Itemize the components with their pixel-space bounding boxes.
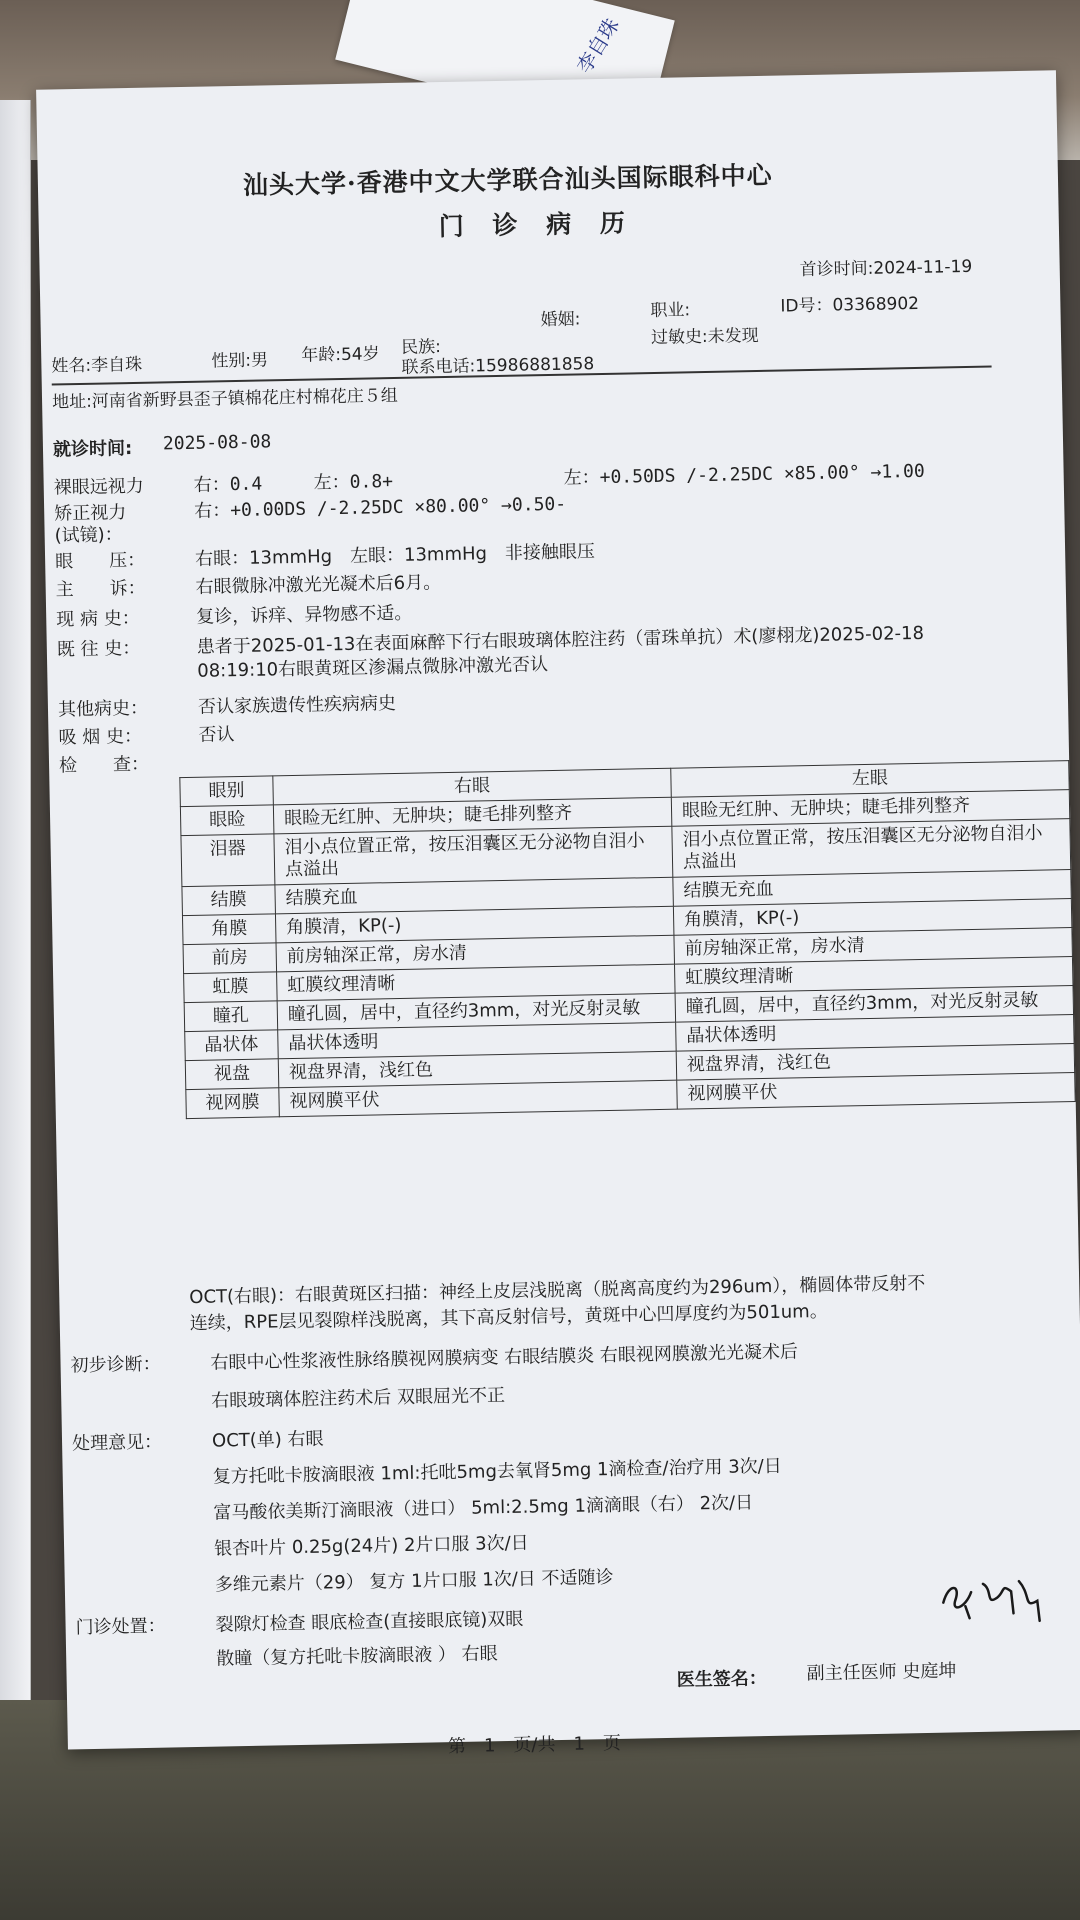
exam-left: 视网膜平伏 — [677, 1073, 1076, 1110]
past-history-line1: 患者于2025-01-13在表面麻醉下行右眼玻璃体腔注药（雷珠单抗）术(廖栩龙)2025-02-18 — [196, 622, 925, 658]
exam-part: 瞳孔 — [184, 1001, 278, 1032]
page-number: 第 1 页/共 1 页 — [447, 1732, 622, 1758]
exam-part: 前房 — [183, 943, 277, 974]
exam-right: 角膜清，KP(-) — [275, 906, 673, 943]
patient-age: 年龄:54岁 — [301, 344, 380, 366]
exam-left: 前房轴深正常，房水清 — [674, 928, 1073, 965]
exam-part: 泪器 — [181, 834, 275, 887]
treatment-line: OCT(单) 右眼 — [211, 1428, 324, 1452]
patient-address: 地址:河南省新野县歪子镇棉花庄村棉花庄５组 — [51, 385, 398, 413]
first-visit-time: 首诊时间:2024-11-19 — [799, 256, 973, 281]
exam-left: 眼睑无红肿、无肿块；睫毛排列整齐 — [671, 790, 1070, 827]
diagnosis-line1: 右眼中心性浆液性脉络膜视网膜病变 右眼结膜炎 右眼视网膜激光光凝术后 — [210, 1341, 799, 1374]
corrected-vision-left: 左：+0.50DS /-2.25DC ×85.00° →1.00 — [563, 460, 925, 489]
smoking-label: 吸 烟 史： — [58, 725, 143, 749]
present-history-label: 现 病 史： — [56, 607, 140, 631]
exam-right: 结膜充血 — [275, 877, 673, 914]
visit-time-label: 就诊时间: — [52, 438, 133, 461]
exam-left: 虹膜纹理清晰 — [674, 957, 1073, 994]
oct-line1: OCT(右眼)：右眼黄斑区扫描：神经上皮层浅脱离（脱离高度约为296um），椭圆体带反射不 — [189, 1272, 926, 1309]
exam-right: 瞳孔圆，居中，直径约3mm，对光反射灵敏 — [277, 993, 675, 1030]
oct-line2: 连续，RPE层见裂隙样浅脱离，其下高反射信号，黄斑中心凹厚度约为501um。 — [189, 1300, 828, 1335]
past-history-label: 既 往 史： — [56, 637, 141, 661]
exam-header-part: 眼别 — [180, 776, 274, 807]
hospital-name: 汕头大学·香港中文大学联合汕头国际眼科中心 — [242, 160, 773, 200]
corrected-vision-right: 右：+0.00DS /-2.25DC ×80.00° →0.50- — [194, 493, 567, 522]
exam-left: 角膜清，KP(-) — [673, 899, 1072, 936]
corrected-vision-label: 矫正视力 — [54, 502, 127, 525]
exam-label: 检 查： — [58, 753, 150, 777]
naked-vision-right: 右：0.4 — [193, 473, 263, 496]
present-history-value: 复诊，诉痒、异物感不适。 — [196, 602, 413, 628]
treatment-line: 复方托吡卡胺滴眼液 1ml:托吡5mg去氧肾5mg 1滴检查/治疗用 3次/日 — [212, 1455, 782, 1488]
patient-name: 姓名:李自珠 — [51, 354, 143, 377]
treatment-line: 银杏叶片 0.25g(24片) 2片口服 3次/日 — [213, 1532, 529, 1560]
smoking-value: 否认 — [198, 724, 235, 746]
exam-left: 晶状体透明 — [676, 1015, 1075, 1052]
medical-record-page — [36, 70, 1080, 1758]
exam-left: 泪小点位置正常，按压泪囊区无分泌物自泪小点溢出 — [672, 819, 1071, 878]
iop-label: 眼 压： — [54, 549, 146, 573]
other-history-label: 其他病史： — [57, 697, 149, 721]
diagnosis-label: 初步诊断： — [70, 1353, 161, 1377]
treatment-line: 多维元素片（29） 复方 1片口服 1次/日 不适随诊 — [214, 1566, 614, 1596]
exam-right: 泪小点位置正常，按压泪囊区无分泌物自泪小点溢出 — [274, 826, 673, 885]
document-title: 门 诊 病 历 — [438, 208, 636, 242]
exam-right: 视盘界清，浅红色 — [278, 1051, 676, 1088]
patient-ethnicity: 民族: — [400, 337, 442, 358]
exam-left: 视盘界清，浅红色 — [676, 1044, 1075, 1081]
exam-part: 视盘 — [185, 1059, 279, 1090]
doctor-sign-label: 医生签名： — [676, 1668, 767, 1691]
exam-table — [179, 760, 1075, 1119]
diagnosis-line2: 右眼玻璃体腔注药术后 双眼屈光不正 — [211, 1385, 506, 1412]
doctor-title-name: 副主任医师 史庭坤 — [806, 1660, 957, 1685]
naked-vision-label: 裸眼远视力 — [53, 475, 144, 499]
patient-id: ID号：03368902 — [780, 293, 920, 317]
exam-right: 虹膜纹理清晰 — [277, 964, 675, 1001]
exam-left: 结膜无充血 — [673, 870, 1072, 907]
patient-marriage: 婚姻: — [540, 309, 581, 331]
patient-phone: 联系电话:15986881858 — [401, 354, 595, 378]
exam-part: 结膜 — [182, 885, 276, 916]
clinic-handling-line2: 散瞳（复方托吡卡胺滴眼液 ） 右眼 — [216, 1643, 498, 1670]
treatment-line: 富马酸依美斯汀滴眼液（进口） 5ml:2.5mg 1滴滴眼（右） 2次/日 — [213, 1492, 754, 1524]
exam-part: 晶状体 — [185, 1030, 279, 1061]
patient-sex: 性别:男 — [211, 350, 269, 372]
past-history-line2: 08:19:10右眼黄斑区渗漏点微脉冲激光否认 — [197, 654, 549, 682]
complaint-value: 右眼微脉冲激光光凝术后6月。 — [195, 572, 442, 598]
exam-header-right: 右眼 — [273, 768, 671, 805]
other-history-value: 否认家族遗传性疾病病史 — [197, 692, 397, 718]
exam-part: 虹膜 — [184, 972, 278, 1003]
naked-vision-left: 左：0.8+ — [313, 471, 394, 494]
patient-allergy: 过敏史:未发现 — [650, 325, 759, 349]
visit-time-value: 2025-08-08 — [162, 431, 272, 455]
patient-occupation: 职业: — [650, 300, 691, 322]
complaint-label: 主 诉： — [55, 577, 146, 601]
background-slip-text: 李自珠 — [571, 13, 624, 78]
exam-right: 眼睑无红肿、无肿块；睫毛排列整齐 — [273, 797, 671, 834]
exam-header-left: 左眼 — [671, 761, 1070, 798]
exam-left: 瞳孔圆，居中，直径约3mm，对光反射灵敏 — [675, 986, 1074, 1023]
corrected-vision-sublabel: (试镜)： — [54, 524, 123, 547]
doctor-signature — [935, 1561, 1056, 1633]
exam-right: 视网膜平伏 — [279, 1080, 677, 1117]
clinic-handling-label: 门诊处置： — [75, 1615, 166, 1639]
exam-part: 视网膜 — [186, 1088, 280, 1119]
exam-right: 前房轴深正常，房水清 — [276, 935, 674, 972]
iop-value: 右眼：13mmHg 左眼：13mmHg 非接触眼压 — [194, 541, 596, 570]
treatment-label: 处理意见： — [71, 1431, 163, 1455]
exam-part: 眼睑 — [180, 805, 274, 836]
exam-part: 角膜 — [182, 914, 276, 945]
clinic-handling-line1: 裂隙灯检查 眼底检查(直接眼底镜)双眼 — [215, 1608, 524, 1636]
exam-right: 晶状体透明 — [278, 1022, 676, 1059]
binder-edge — [0, 100, 31, 1800]
